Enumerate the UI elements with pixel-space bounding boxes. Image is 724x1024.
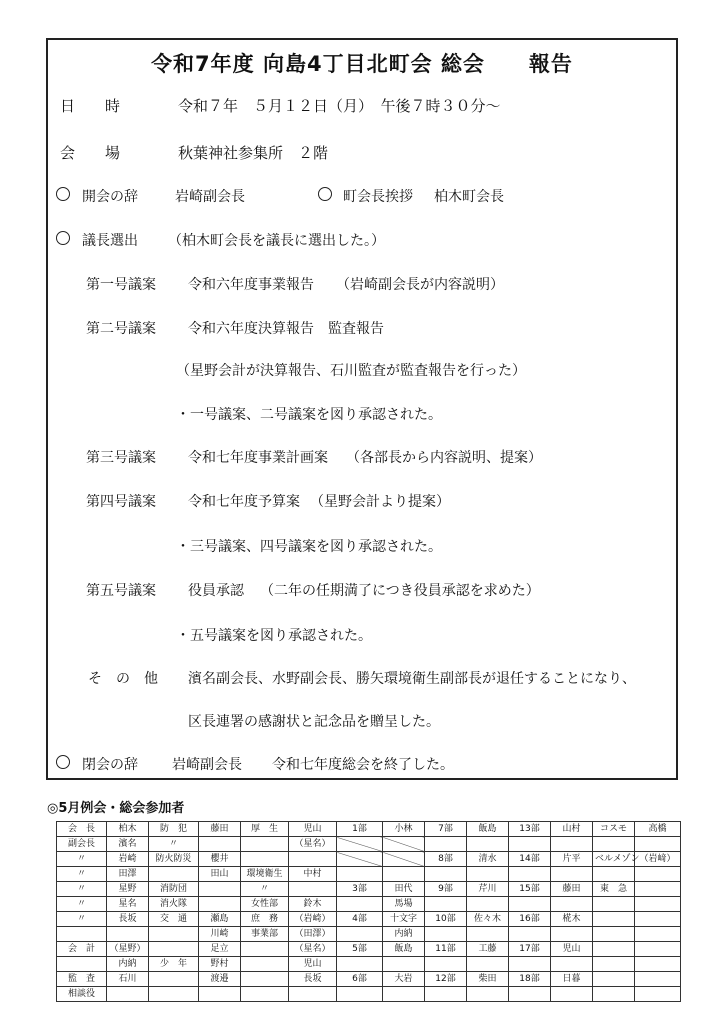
attendance-cell	[509, 867, 551, 882]
attendance-row	[57, 987, 681, 1002]
attendance-cell	[425, 927, 467, 942]
attendance-cell	[383, 957, 425, 972]
attendance-row	[57, 837, 681, 852]
attendance-cell	[241, 987, 289, 1002]
closing-label: 閉会の辞	[82, 757, 138, 773]
attendance-cell: 児山	[289, 822, 337, 837]
attendance-cell	[383, 867, 425, 882]
attendance-cell: 相談役	[57, 987, 107, 1002]
attendance-cell: （岩﨑）	[635, 852, 681, 867]
date-label: 日 時	[60, 97, 121, 115]
attendance-cell	[241, 852, 289, 867]
closing-note: 令和七年度総会を終了した。	[272, 757, 454, 773]
attendance-cell	[509, 837, 551, 852]
attendance-cell: （星名）	[289, 942, 337, 957]
attendance-cell	[425, 897, 467, 912]
attendance-table	[56, 821, 681, 1002]
attendance-cell: 飯島	[467, 822, 509, 837]
attendance-cell: 川崎	[199, 927, 241, 942]
greeting-person: 柏木町会長	[434, 189, 504, 205]
attendance-cell: 椛木	[551, 912, 593, 927]
attendance-cell	[107, 987, 149, 1002]
attendance-cell	[425, 867, 467, 882]
attendance-cell: コスモ	[593, 822, 635, 837]
closing-bullet-icon	[56, 755, 70, 772]
attendance-cell: 防火防災	[149, 852, 199, 867]
attendance-cell: 環境衛生	[241, 867, 289, 882]
attendance-cell	[635, 897, 681, 912]
attendance-cell	[199, 897, 241, 912]
attendance-row	[57, 882, 681, 897]
attendance-cell	[337, 852, 383, 867]
attendance-cell: 消防団	[149, 882, 199, 897]
attendance-cell: 8部	[425, 852, 467, 867]
attendance-cell	[241, 837, 289, 852]
attendance-cell: 14部	[509, 852, 551, 867]
attendance-cell	[509, 957, 551, 972]
attendance-cell	[593, 897, 635, 912]
attendance-cell	[551, 957, 593, 972]
item3-note: （各部長から内容説明、提案）	[346, 450, 542, 466]
attendance-row	[57, 912, 681, 927]
attendance-cell: 6部	[337, 972, 383, 987]
attendance-cell	[635, 927, 681, 942]
attendance-cell	[467, 867, 509, 882]
attendance-cell: 〃	[149, 837, 199, 852]
attendance-cell	[107, 927, 149, 942]
attendance-cell: 中村	[289, 867, 337, 882]
other-label: そ の 他	[88, 671, 158, 687]
attendance-cell	[149, 927, 199, 942]
approval-item-5: ・五号議案を図り承認された。	[176, 628, 372, 644]
attendance-cell: 児山	[289, 957, 337, 972]
attendance-cell: 女性部	[241, 897, 289, 912]
item2-label: 第二号議案	[86, 321, 156, 337]
attendance-cell	[289, 852, 337, 867]
attendance-cell	[337, 987, 383, 1002]
attendance-cell: 芹川	[467, 882, 509, 897]
report-title: 令和7年度 向島4丁目北町会 総会 報告	[151, 52, 573, 76]
attendance-cell	[425, 837, 467, 852]
chair-bullet-icon	[56, 231, 70, 248]
attendance-cell: 鈴木	[289, 897, 337, 912]
attendance-cell	[467, 897, 509, 912]
attendance-cell	[241, 972, 289, 987]
attendance-cell: 事業部	[241, 927, 289, 942]
attendance-cell	[593, 957, 635, 972]
attendance-cell: 9部	[425, 882, 467, 897]
attendance-heading: ◎5月例会・総会参加者	[47, 801, 185, 816]
attendance-cell: 瀬島	[199, 912, 241, 927]
approval-items-3-4: ・三号議案、四号議案を図り承認された。	[176, 539, 442, 555]
attendance-cell: 田澤	[107, 867, 149, 882]
attendance-cell: 消火隊	[149, 897, 199, 912]
attendance-cell: 星名	[107, 897, 149, 912]
attendance-cell	[149, 972, 199, 987]
attendance-cell: 渡邉	[199, 972, 241, 987]
attendance-cell	[593, 972, 635, 987]
attendance-cell: 〃	[241, 882, 289, 897]
attendance-cell	[337, 837, 383, 852]
attendance-cell: 藤田	[551, 882, 593, 897]
attendance-cell	[593, 942, 635, 957]
attendance-cell: 〃	[57, 852, 107, 867]
attendance-cell	[425, 987, 467, 1002]
attendance-cell	[551, 867, 593, 882]
attendance-cell: 野村	[199, 957, 241, 972]
attendance-cell: 監 査	[57, 972, 107, 987]
attendance-cell: 1部	[337, 822, 383, 837]
attendance-cell: 会 計	[57, 942, 107, 957]
attendance-cell	[593, 867, 635, 882]
venue-value: 秋葉神社参集所 ２階	[178, 144, 329, 162]
attendance-row	[57, 822, 681, 837]
attendance-cell: 内納	[383, 927, 425, 942]
attendance-cell	[635, 957, 681, 972]
attendance-cell: 防 犯	[149, 822, 199, 837]
attendance-cell: （岩崎）	[289, 912, 337, 927]
attendance-cell: （星名）	[289, 837, 337, 852]
attendance-cell: 飯島	[383, 942, 425, 957]
attendance-cell: （星野）	[107, 942, 149, 957]
closing-person: 岩崎副会長	[172, 757, 242, 773]
attendance-cell: 清水	[467, 852, 509, 867]
attendance-cell: 副会長	[57, 837, 107, 852]
date-value: 令和７年 ５月１２日（月） 午後７時３０分～	[178, 97, 501, 115]
attendance-cell: 7部	[425, 822, 467, 837]
attendance-cell: 岩崎	[107, 852, 149, 867]
attendance-cell	[337, 957, 383, 972]
attendance-cell: 交 通	[149, 912, 199, 927]
attendance-row	[57, 942, 681, 957]
attendance-cell	[57, 957, 107, 972]
item4-title: 令和七年度予算案	[188, 494, 300, 510]
attendance-cell: 田代	[383, 882, 425, 897]
attendance-cell	[467, 927, 509, 942]
attendance-cell	[635, 837, 681, 852]
attendance-cell	[425, 957, 467, 972]
attendance-cell: 長坂	[107, 912, 149, 927]
attendance-row	[57, 927, 681, 942]
attendance-cell: 小林	[383, 822, 425, 837]
item1-note: （岩崎副会長が内容説明）	[336, 277, 504, 293]
attendance-cell: 工藤	[467, 942, 509, 957]
attendance-cell: （田澤）	[289, 927, 337, 942]
attendance-cell	[635, 867, 681, 882]
item1-title: 令和六年度事業報告	[188, 277, 314, 293]
attendance-cell	[241, 942, 289, 957]
attendance-cell	[635, 987, 681, 1002]
attendance-cell	[635, 972, 681, 987]
attendance-cell: 12部	[425, 972, 467, 987]
chair-note: （柏木町会長を議長に選出した。）	[168, 233, 385, 249]
attendance-cell	[199, 837, 241, 852]
attendance-cell	[383, 852, 425, 867]
attendance-cell	[467, 987, 509, 1002]
attendance-cell: 児山	[551, 942, 593, 957]
attendance-cell: 17部	[509, 942, 551, 957]
item3-title: 令和七年度事業計画案	[188, 450, 328, 466]
attendance-cell: 長坂	[289, 972, 337, 987]
attendance-cell: 〃	[57, 882, 107, 897]
attendance-cell: 〃	[57, 912, 107, 927]
attendance-cell	[593, 912, 635, 927]
attendance-cell	[383, 987, 425, 1002]
attendance-cell	[551, 837, 593, 852]
attendance-cell	[509, 897, 551, 912]
attendance-cell: 5部	[337, 942, 383, 957]
opening-bullet-icon	[56, 187, 70, 204]
attendance-cell	[635, 882, 681, 897]
attendance-cell	[289, 987, 337, 1002]
attendance-cell: 4部	[337, 912, 383, 927]
attendance-row	[57, 957, 681, 972]
attendance-cell	[467, 957, 509, 972]
attendance-row	[57, 897, 681, 912]
attendance-cell: 足立	[199, 942, 241, 957]
attendance-cell	[509, 927, 551, 942]
attendance-cell: ベルメゾン	[593, 852, 635, 867]
attendance-cell: 山村	[551, 822, 593, 837]
item3-label: 第三号議案	[86, 450, 156, 466]
attendance-cell: 16部	[509, 912, 551, 927]
attendance-row	[57, 972, 681, 987]
attendance-cell: 高橋	[635, 822, 681, 837]
item5-label: 第五号議案	[86, 583, 156, 599]
attendance-cell	[337, 927, 383, 942]
attendance-cell: 柏木	[107, 822, 149, 837]
attendance-cell: 田山	[199, 867, 241, 882]
opening-person: 岩崎副会長	[175, 189, 245, 205]
attendance-cell	[635, 942, 681, 957]
attendance-cell	[593, 837, 635, 852]
attendance-cell	[383, 837, 425, 852]
attendance-cell	[551, 987, 593, 1002]
attendance-cell: 少 年	[149, 957, 199, 972]
attendance-cell: 星野	[107, 882, 149, 897]
item4-label: 第四号議案	[86, 494, 156, 510]
attendance-cell: 15部	[509, 882, 551, 897]
attendance-cell	[593, 987, 635, 1002]
attendance-cell: 〃	[57, 897, 107, 912]
item2-title: 令和六年度決算報告 監査報告	[188, 321, 384, 337]
other-line-1: 濱名副会長、水野副会長、勝矢環境衛生副部長が退任することになり、	[188, 671, 636, 687]
attendance-cell	[199, 987, 241, 1002]
greeting-bullet-icon	[318, 187, 332, 204]
attendance-cell	[199, 882, 241, 897]
chair-label: 議長選出	[82, 233, 138, 249]
attendance-cell: 13部	[509, 822, 551, 837]
item1-label: 第一号議案	[86, 277, 156, 293]
attendance-cell: 会 長	[57, 822, 107, 837]
attendance-cell: 東 急	[593, 882, 635, 897]
attendance-cell	[635, 912, 681, 927]
item5-note: （二年の任期満了につき役員承認を求めた）	[260, 583, 540, 599]
item2-note: （星野会計が決算報告、石川監査が監査報告を行った）	[176, 363, 526, 379]
attendance-cell: 厚 生	[241, 822, 289, 837]
attendance-cell	[57, 927, 107, 942]
venue-label: 会 場	[60, 144, 121, 162]
attendance-cell	[467, 837, 509, 852]
attendance-cell: 十文字	[383, 912, 425, 927]
attendance-cell: 大岩	[383, 972, 425, 987]
attendance-cell	[337, 897, 383, 912]
item4-note: （星野会計より提案）	[310, 494, 450, 510]
attendance-row	[57, 852, 681, 867]
attendance-cell: 3部	[337, 882, 383, 897]
attendance-cell: 庶 務	[241, 912, 289, 927]
attendance-cell: 11部	[425, 942, 467, 957]
attendance-cell	[289, 882, 337, 897]
attendance-cell: 10部	[425, 912, 467, 927]
attendance-cell	[241, 957, 289, 972]
attendance-cell	[509, 987, 551, 1002]
attendance-cell: 藤田	[199, 822, 241, 837]
attendance-row	[57, 867, 681, 882]
item5-title: 役員承認	[188, 583, 244, 599]
attendance-cell	[337, 867, 383, 882]
attendance-cell: 〃	[57, 867, 107, 882]
attendance-cell: 馬場	[383, 897, 425, 912]
attendance-cell	[149, 867, 199, 882]
attendance-cell: 濱名	[107, 837, 149, 852]
attendance-cell: 内納	[107, 957, 149, 972]
attendance-cell	[551, 897, 593, 912]
attendance-cell: 片平	[551, 852, 593, 867]
attendance-cell: 柴田	[467, 972, 509, 987]
opening-label: 開会の辞	[82, 189, 138, 205]
approval-items-1-2: ・一号議案、二号議案を図り承認された。	[176, 407, 442, 423]
other-line-2: 区長連署の感謝状と記念品を贈呈した。	[188, 714, 440, 730]
attendance-cell	[149, 942, 199, 957]
attendance-cell: 18部	[509, 972, 551, 987]
attendance-cell	[149, 987, 199, 1002]
attendance-cell	[593, 927, 635, 942]
attendance-cell: 日暮	[551, 972, 593, 987]
attendance-cell: 櫻井	[199, 852, 241, 867]
attendance-cell	[551, 927, 593, 942]
attendance-cell: 石川	[107, 972, 149, 987]
attendance-cell: 佐々木	[467, 912, 509, 927]
greeting-label: 町会長挨拶	[343, 189, 413, 205]
